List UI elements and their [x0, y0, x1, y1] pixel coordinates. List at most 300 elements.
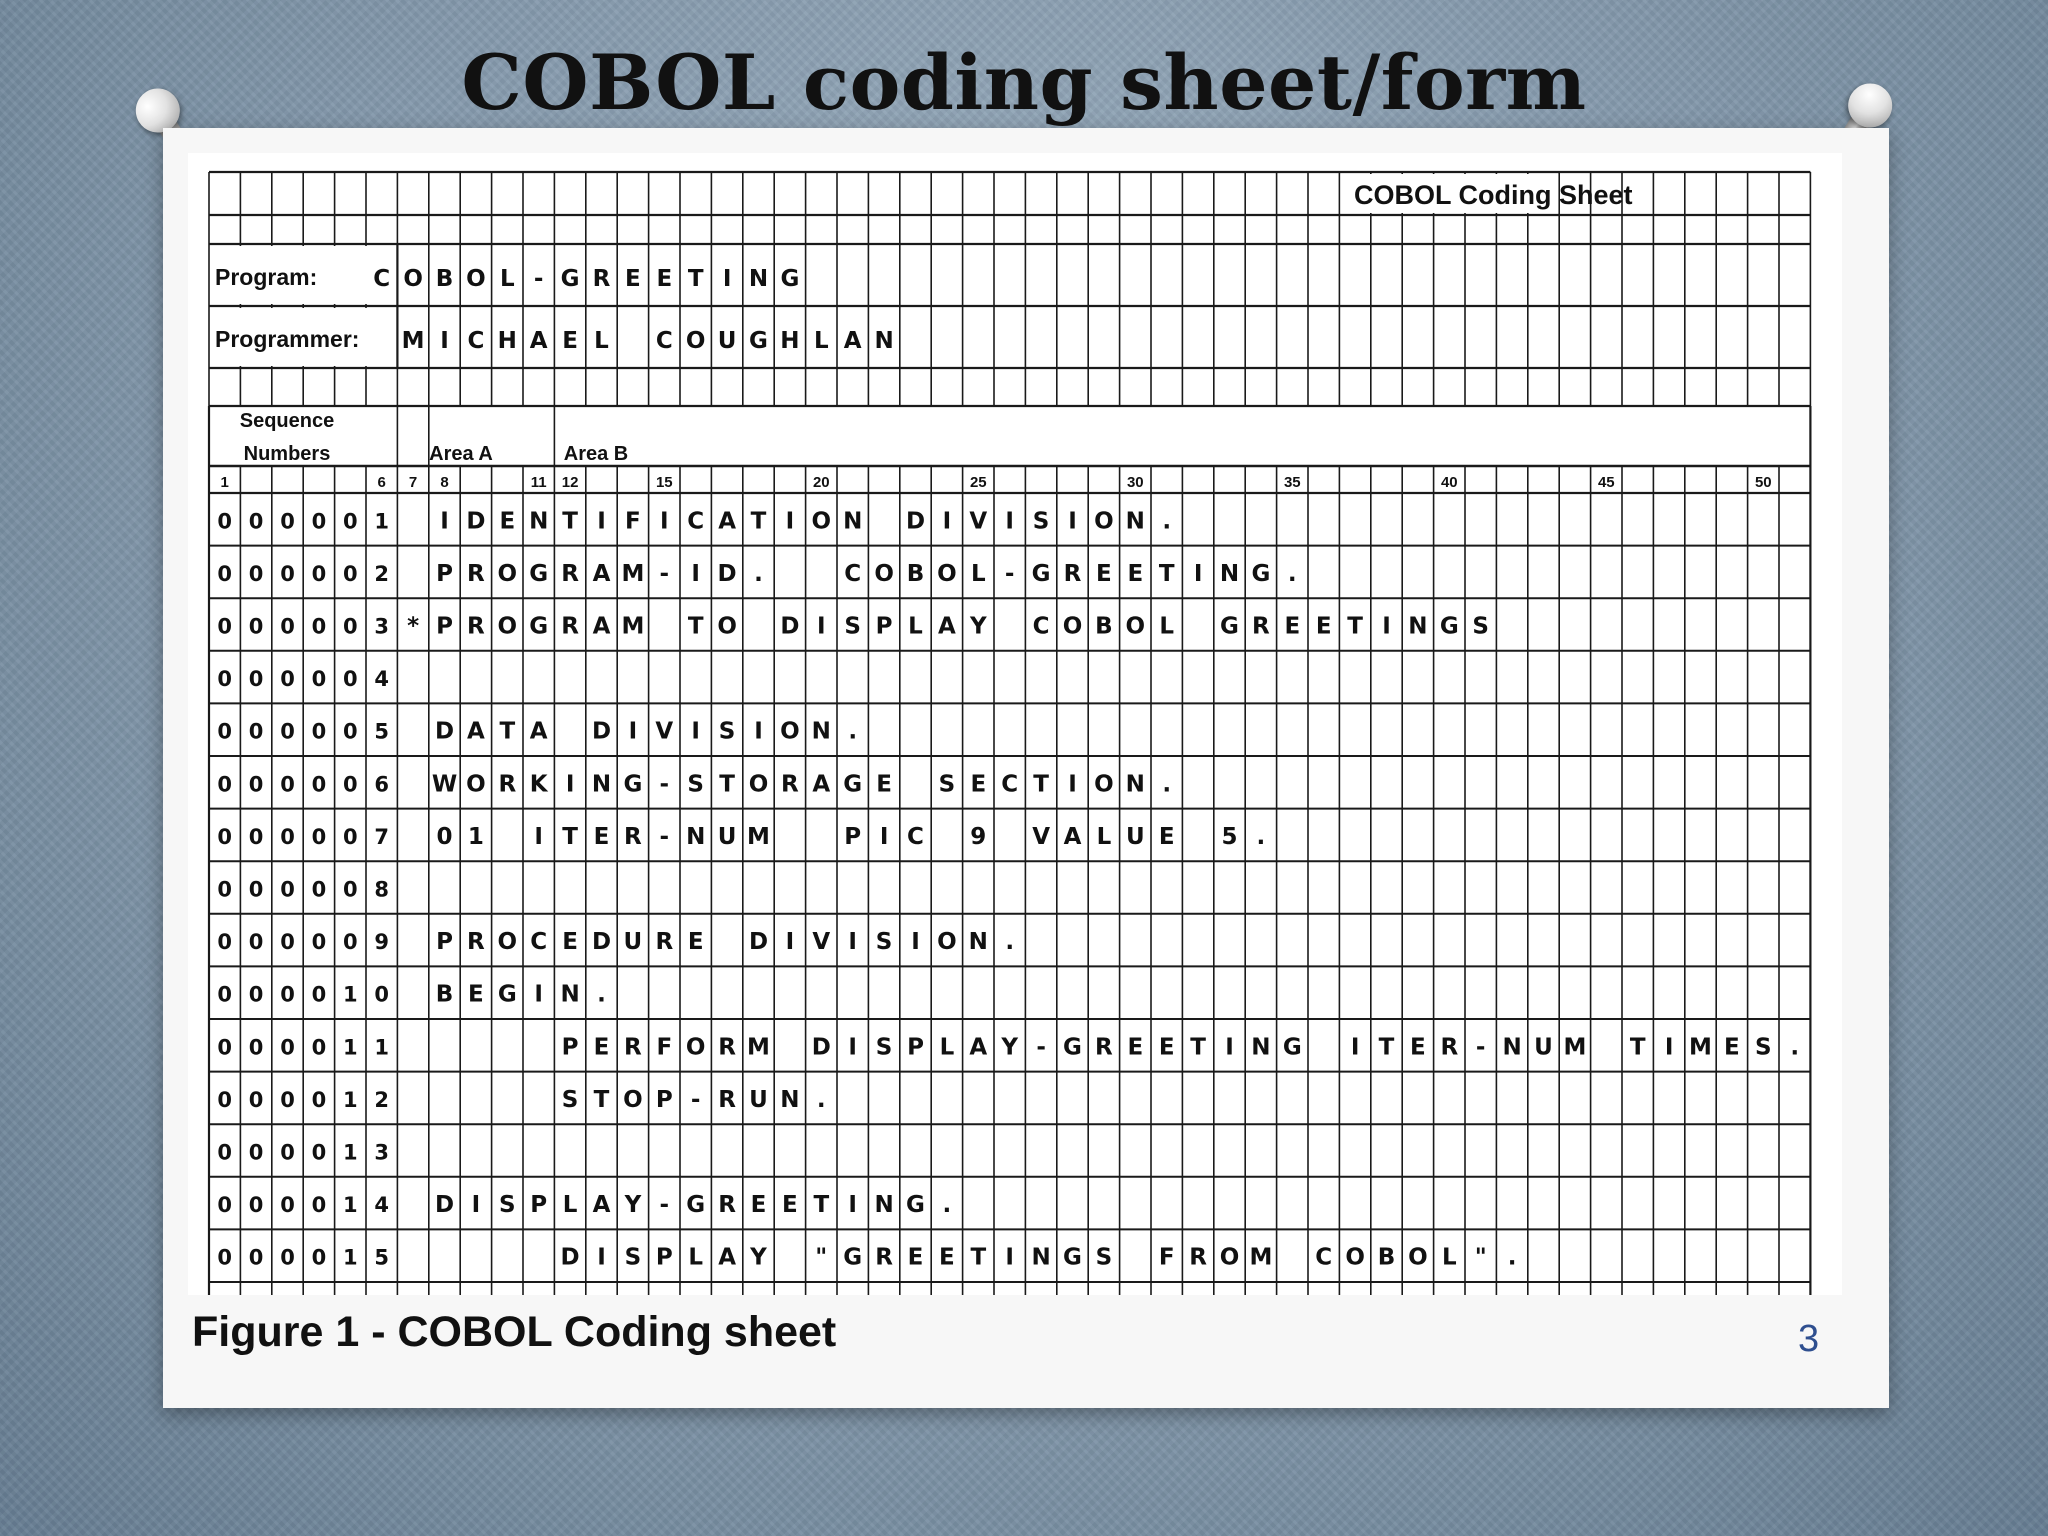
page-number: 3 — [1798, 1318, 1820, 1360]
sequence-digit: 0 — [217, 1193, 233, 1218]
slide-title: COBOL coding sheet/form — [461, 38, 1587, 127]
code-char: I — [534, 981, 543, 1008]
code-char: R — [467, 613, 485, 640]
program-char: - — [533, 266, 544, 292]
coding-sheet — [188, 153, 1842, 1295]
code-char: P — [875, 613, 893, 640]
code-char: G — [906, 1192, 925, 1219]
code-char: T — [1158, 560, 1175, 587]
code-char: - — [690, 1086, 701, 1113]
programmer-char: G — [749, 328, 768, 354]
code-char: G — [1439, 613, 1459, 640]
code-char: E — [593, 1034, 610, 1061]
sequence-digit: 0 — [217, 1087, 233, 1112]
code-char: T — [687, 613, 704, 640]
sequence-digit: 0 — [248, 1193, 264, 1218]
code-char: R — [1440, 1034, 1459, 1061]
sequence-digit: 0 — [217, 1035, 233, 1060]
code-char: T — [970, 1244, 987, 1271]
column-number-label: 20 — [812, 474, 830, 491]
code-char: - — [659, 771, 670, 798]
sequence-digit: 0 — [248, 561, 264, 586]
code-char: R — [1063, 560, 1082, 587]
code-char: N — [560, 981, 580, 1008]
sequence-digit: 0 — [311, 667, 327, 692]
code-char: I — [942, 508, 952, 535]
code-char: E — [499, 508, 516, 535]
sequence-digit: 0 — [280, 509, 295, 534]
code-line-row — [217, 508, 1171, 534]
sequence-digit: 0 — [311, 877, 327, 902]
code-char: R — [498, 771, 517, 798]
sheet-title: COBOL Coding Sheet — [1354, 180, 1633, 210]
code-char: S — [687, 771, 704, 798]
code-char: L — [1096, 823, 1112, 850]
code-char: C — [1032, 613, 1050, 640]
code-line-row — [217, 614, 1489, 640]
code-char: I — [597, 1244, 606, 1271]
code-char: I — [660, 508, 669, 535]
code-char: V — [969, 508, 988, 535]
code-char: S — [718, 718, 736, 745]
code-char: U — [623, 929, 643, 956]
code-char: N — [686, 823, 706, 850]
code-char: . — [1287, 560, 1297, 587]
program-char: G — [560, 266, 580, 292]
code-char: N — [874, 1192, 894, 1219]
sequence-digit: 0 — [280, 667, 295, 692]
program-char: G — [780, 266, 800, 292]
code-char: A — [718, 508, 737, 535]
sequence-digit: 0 — [217, 930, 233, 955]
code-char: * — [407, 613, 420, 640]
area-b-label: Area B — [563, 443, 629, 465]
code-line-row — [217, 1034, 1799, 1060]
column-number-label: 1 — [220, 474, 229, 491]
code-char: O — [874, 560, 894, 587]
sequence-digit: 5 — [374, 1245, 390, 1270]
code-char: I — [785, 929, 795, 956]
code-char: I — [848, 1192, 857, 1219]
code-char: . — [942, 1192, 952, 1219]
sequence-digit: 0 — [311, 1140, 327, 1165]
sequence-digit: 0 — [342, 667, 358, 692]
code-char: M — [1689, 1034, 1712, 1061]
code-char: G — [843, 771, 863, 798]
sequence-digit: 0 — [280, 1035, 295, 1060]
code-char: N — [1219, 560, 1240, 587]
code-char: V — [1032, 823, 1051, 850]
code-char: A — [592, 560, 611, 587]
sequence-digit: 0 — [248, 824, 264, 849]
sequence-digit: 7 — [374, 824, 390, 849]
sequence-digit: 0 — [342, 877, 358, 902]
code-char: T — [562, 508, 578, 535]
sequence-digit: 0 — [217, 719, 233, 744]
column-number-label: 50 — [1754, 474, 1772, 491]
sequence-digit: 0 — [248, 877, 264, 902]
code-char: A — [592, 1192, 611, 1219]
code-char: M — [1563, 1034, 1587, 1061]
code-char: L — [939, 1034, 955, 1061]
code-char: A — [1063, 823, 1082, 850]
code-char: P — [561, 1034, 579, 1061]
code-char: R — [624, 823, 642, 850]
code-char: E — [1158, 1034, 1175, 1061]
code-char: W — [431, 771, 458, 798]
sequence-digit: 0 — [311, 1245, 327, 1270]
code-char: P — [655, 1086, 673, 1113]
code-char: Y — [750, 1244, 767, 1271]
code-char: E — [1158, 823, 1175, 850]
sequence-digit: 0 — [342, 509, 358, 534]
code-char: I — [1350, 1034, 1360, 1061]
code-char: A — [466, 718, 485, 745]
code-char: I — [817, 613, 826, 640]
sequence-digit: 0 — [280, 1087, 295, 1112]
program-char: O — [403, 266, 423, 292]
code-char: S — [624, 1244, 642, 1271]
code-char: - — [1036, 1034, 1046, 1061]
sequence-digit: 4 — [374, 667, 390, 692]
sequence-digit: 1 — [374, 1035, 390, 1060]
code-char: R — [467, 560, 485, 587]
code-char: M — [747, 1034, 770, 1061]
sequence-digit: 0 — [374, 982, 390, 1007]
code-char: P — [436, 560, 453, 587]
code-char: N — [968, 929, 988, 956]
code-char: . — [597, 981, 606, 1008]
sequence-digit: 5 — [374, 719, 390, 744]
code-char: D — [905, 508, 926, 535]
sequence-label: Sequence — [239, 410, 335, 432]
program-char: T — [687, 266, 704, 292]
code-char: G — [497, 981, 517, 1008]
code-char: T — [562, 823, 578, 850]
code-char: T — [1190, 1034, 1206, 1061]
code-char: O — [497, 560, 518, 587]
sequence-digit: 0 — [280, 719, 295, 744]
programmer-char: C — [655, 328, 673, 354]
sequence-digit: 0 — [342, 824, 358, 849]
code-char: B — [906, 560, 925, 587]
sequence-digit: 0 — [280, 982, 295, 1007]
code-char: . — [816, 1086, 826, 1113]
code-char: K — [529, 771, 548, 798]
code-char: R — [875, 1244, 893, 1271]
program-char: I — [722, 266, 732, 292]
code-char: 5 — [1221, 823, 1238, 850]
code-char: I — [628, 718, 638, 745]
sequence-digit: 0 — [342, 561, 358, 586]
sequence-digit: 0 — [217, 561, 233, 586]
sequence-digit: 0 — [311, 772, 327, 797]
code-char: - — [659, 823, 670, 850]
figure-caption: Figure 1 - COBOL Coding sheet — [192, 1308, 837, 1356]
code-char: D — [434, 718, 455, 745]
code-char: O — [1094, 771, 1114, 798]
column-number-label: 25 — [969, 474, 987, 491]
code-char: E — [939, 1244, 955, 1271]
sequence-digit: 0 — [248, 982, 264, 1007]
code-char: G — [843, 1244, 863, 1271]
area-a-label: Area A — [429, 443, 493, 465]
code-char: O — [811, 508, 832, 535]
code-char: L — [688, 1244, 704, 1271]
program-char: E — [625, 266, 641, 292]
sequence-digit: 9 — [374, 930, 390, 955]
code-char: N — [1125, 771, 1145, 798]
code-char: C — [1315, 1244, 1333, 1271]
code-char: E — [468, 981, 484, 1008]
code-char: N — [1251, 1034, 1271, 1061]
code-char: T — [499, 718, 516, 745]
sequence-digit: 0 — [280, 561, 295, 586]
sequence-digit: 0 — [248, 1035, 264, 1060]
code-char: A — [969, 1034, 988, 1061]
code-char: N — [529, 508, 549, 535]
column-number-label: 7 — [408, 474, 418, 491]
code-char: E — [1410, 1034, 1426, 1061]
code-char: E — [687, 929, 704, 956]
programmer-char: I — [440, 328, 449, 354]
programmer-char: A — [843, 328, 862, 354]
sequence-digit: 2 — [374, 561, 390, 586]
code-char: S — [561, 1086, 579, 1113]
code-char: O — [748, 771, 769, 798]
code-char: . — [1507, 1244, 1517, 1271]
column-number-label: 15 — [655, 474, 673, 491]
code-char: O — [1094, 508, 1114, 535]
code-char: I — [691, 718, 700, 745]
code-char: O — [1125, 613, 1146, 640]
code-char: B — [435, 981, 454, 1008]
sequence-digit: 0 — [342, 614, 358, 639]
code-char: D — [434, 1192, 455, 1219]
code-char: L — [1441, 1244, 1457, 1271]
sequence-digit: 0 — [280, 1140, 295, 1165]
sequence-digit: 0 — [217, 1245, 233, 1270]
sequence-digit: 1 — [342, 1140, 358, 1165]
column-number-label: 11 — [530, 474, 547, 491]
code-char: F — [656, 1034, 673, 1061]
sequence-digit: 0 — [311, 930, 327, 955]
sequence-digit: 0 — [311, 1035, 327, 1060]
code-char: S — [875, 1034, 893, 1061]
sequence-digit: 0 — [280, 772, 295, 797]
code-char: R — [1095, 1034, 1113, 1061]
program-char: R — [592, 266, 611, 292]
programmer-char: H — [497, 328, 517, 354]
code-char: A — [592, 613, 611, 640]
programmer-char: M — [401, 328, 425, 354]
code-char: A — [718, 1244, 737, 1271]
sequence-digit: 0 — [217, 509, 233, 534]
code-char: Y — [969, 613, 987, 640]
code-char: " — [1474, 1244, 1487, 1271]
code-char: R — [624, 1034, 642, 1061]
sequence-digit: 0 — [342, 719, 358, 744]
sequence-digit: 1 — [374, 509, 390, 534]
code-char: O — [466, 771, 486, 798]
column-number-label: 40 — [1440, 474, 1458, 491]
code-char: L — [970, 560, 986, 587]
code-char: U — [717, 823, 737, 850]
code-char: O — [497, 613, 518, 640]
code-char: N — [843, 508, 863, 535]
code-char: I — [534, 823, 543, 850]
sequence-digit: 4 — [374, 1193, 390, 1218]
sequence-digit: 0 — [342, 930, 358, 955]
code-line-row — [217, 771, 1171, 797]
code-char: E — [1315, 613, 1332, 640]
code-char: G — [686, 1192, 706, 1219]
code-char: T — [1347, 613, 1363, 640]
sequence-digit: 0 — [248, 719, 264, 744]
code-char: N — [780, 1086, 800, 1113]
code-char: I — [754, 718, 763, 745]
code-char: O — [937, 929, 957, 956]
code-char: T — [1378, 1034, 1395, 1061]
code-char: N — [1031, 1244, 1051, 1271]
code-char: - — [659, 560, 670, 587]
sequence-digit: 3 — [374, 1140, 390, 1165]
code-char: R — [655, 929, 674, 956]
sequence-digit: 0 — [342, 772, 358, 797]
sequence-digit: 0 — [311, 561, 327, 586]
code-char: B — [1095, 613, 1113, 640]
code-line-row — [217, 1192, 951, 1218]
code-char: D — [591, 718, 612, 745]
column-number-label: 8 — [440, 474, 449, 491]
code-char: N — [811, 718, 831, 745]
column-number-label: 30 — [1126, 474, 1144, 491]
sequence-digit: 0 — [280, 930, 295, 955]
code-char: I — [785, 508, 795, 535]
column-number-label: 45 — [1597, 474, 1615, 491]
sequence-digit: 1 — [342, 1087, 358, 1112]
code-line-row — [217, 1245, 1516, 1271]
code-char: O — [717, 613, 737, 640]
code-char: I — [471, 1192, 481, 1219]
code-char: U — [1534, 1034, 1553, 1061]
sequence-digit: 0 — [311, 1193, 327, 1218]
code-char: C — [844, 560, 862, 587]
code-char: E — [1127, 1034, 1144, 1061]
program-label: Program: — [215, 264, 318, 290]
sequence-digit: 1 — [342, 1245, 358, 1270]
programmer-char: N — [874, 328, 894, 354]
sequence-digit: 0 — [311, 719, 327, 744]
code-char: I — [848, 1034, 857, 1061]
code-char: N — [1408, 613, 1428, 640]
code-char: I — [691, 560, 700, 587]
sequence-digit: 0 — [280, 614, 295, 639]
code-char: M — [1249, 1244, 1273, 1271]
code-char: C — [530, 929, 548, 956]
code-char: - — [1004, 560, 1015, 587]
programmer-char: C — [467, 328, 485, 354]
code-char: I — [1193, 560, 1203, 587]
programmer-char: O — [685, 328, 706, 354]
code-char: G — [623, 771, 643, 798]
code-char: I — [1005, 1244, 1014, 1271]
code-char: E — [782, 1192, 798, 1219]
code-char: P — [436, 929, 453, 956]
code-char: E — [593, 823, 610, 850]
sequence-digit: 0 — [311, 982, 327, 1007]
sequence-digit: 0 — [248, 614, 264, 639]
code-char: . — [754, 560, 763, 587]
code-char: S — [875, 929, 893, 956]
sequence-digit: 0 — [217, 982, 233, 1007]
program-char: N — [748, 266, 769, 292]
code-char: I — [597, 508, 606, 535]
code-char: O — [685, 1034, 706, 1061]
code-char: I — [1382, 613, 1391, 640]
sequence-digit: 0 — [280, 877, 295, 902]
code-char: R — [561, 613, 579, 640]
code-char: M — [621, 560, 645, 587]
code-char: D — [748, 929, 769, 956]
code-char: I — [440, 508, 449, 535]
code-char: G — [1031, 560, 1051, 587]
sequence-digit: 0 — [311, 1087, 327, 1112]
numbers-label: Numbers — [243, 443, 331, 465]
code-char: - — [659, 1192, 670, 1219]
column-number-label: 12 — [561, 474, 579, 491]
programmer-char: E — [562, 328, 578, 354]
sequence-digit: 6 — [374, 772, 390, 797]
code-char: I — [879, 823, 889, 850]
code-char: E — [1724, 1034, 1740, 1061]
code-char: P — [436, 613, 453, 640]
code-char: R — [467, 929, 485, 956]
code-char: D — [466, 508, 486, 535]
sequence-digit: 0 — [217, 614, 233, 639]
code-char: I — [1068, 508, 1077, 535]
sequence-digit: 1 — [342, 982, 358, 1007]
code-char: P — [530, 1192, 548, 1219]
code-char: - — [1475, 1034, 1486, 1061]
code-char: O — [497, 929, 518, 956]
program-char: C — [373, 266, 391, 292]
code-char: I — [911, 929, 920, 956]
code-char: I — [1225, 1034, 1234, 1061]
code-char: D — [780, 613, 800, 640]
code-char: D — [717, 560, 737, 587]
sequence-digit: 1 — [342, 1035, 358, 1060]
code-char: E — [562, 929, 578, 956]
sequence-digit: 0 — [217, 824, 233, 849]
code-char: T — [719, 771, 735, 798]
code-char: O — [937, 560, 957, 587]
code-char: M — [747, 823, 770, 850]
code-char: N — [1125, 508, 1145, 535]
code-char: R — [781, 771, 799, 798]
programmer-name-value — [402, 328, 894, 354]
sequence-digit: 0 — [280, 824, 295, 849]
sequence-digit: 3 — [374, 614, 390, 639]
code-char: R — [561, 560, 579, 587]
code-char: 1 — [467, 823, 484, 850]
sequence-digit: 0 — [217, 667, 233, 692]
code-char: O — [1062, 613, 1083, 640]
code-char: Y — [1001, 1034, 1019, 1061]
code-char: . — [1162, 771, 1172, 798]
code-char: S — [1095, 1244, 1113, 1271]
code-char: N — [1502, 1034, 1522, 1061]
